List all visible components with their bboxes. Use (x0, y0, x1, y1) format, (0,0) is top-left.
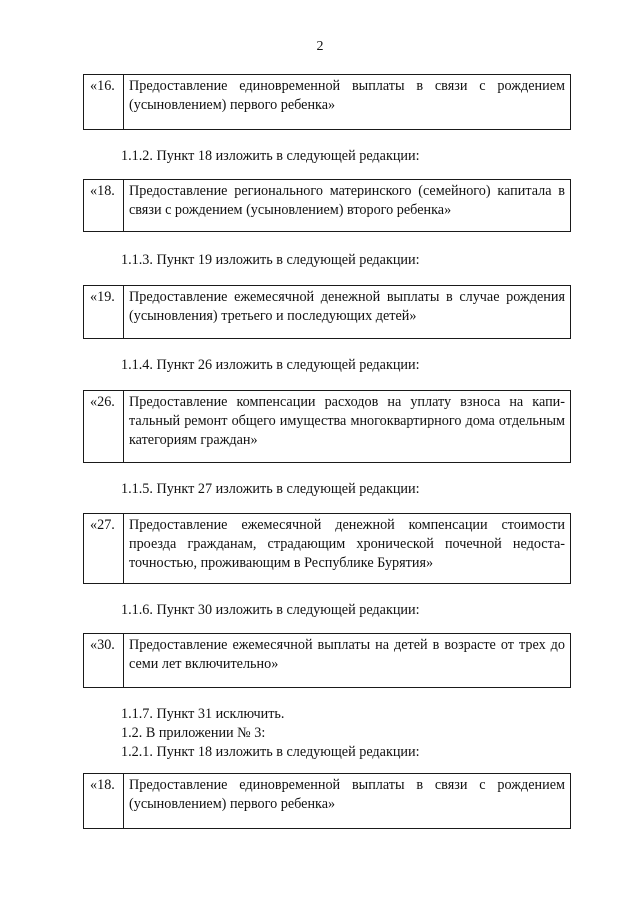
instruction-line: 1.1.5. Пункт 27 изложить в следующей редакции: (121, 481, 420, 497)
instruction-line: 1.1.6. Пункт 30 изложить в следующей редакции: (121, 602, 420, 618)
instruction-line: 1.2.1. Пункт 18 изложить в следующей редакции: (121, 744, 420, 760)
item-text: Предоставление регионального материнского (семейного) капитала в связи с рождением (усыновлением) второго ребенка» (129, 183, 565, 218)
amendment-table-19 (83, 285, 571, 339)
amendment-table-18-appendix3 (83, 773, 571, 829)
item-text: Предоставление ежемесячной денежной выплаты в случае рождения (усыновления) третьего и последующих детей» (129, 289, 565, 324)
instruction-line: 1.1.7. Пункт 31 исключить. (121, 706, 285, 722)
item-number: «30. (84, 634, 124, 687)
instruction-line: 1.2. В приложении № 3: (121, 725, 266, 741)
item-number: «26. (84, 391, 124, 462)
item-number: «18. (84, 774, 124, 828)
item-text: Предоставление компенсации расходов на уплату взноса на капитальный ремонт общего имущества многоквартирного дома отдельным категориям граждан» (129, 394, 565, 448)
instruction-line: 1.1.2. Пункт 18 изложить в следующей редакции: (121, 148, 420, 164)
item-number: «18. (84, 180, 124, 231)
amendment-table-27 (83, 513, 571, 584)
item-text: Предоставление единовременной выплаты в связи с рождением (усыновлением) первого ребенка» (129, 78, 565, 113)
item-text: Предоставление ежемесячной выплаты на детей в возрасте от трех до семи лет включительно» (129, 637, 565, 672)
page-number: 2 (316, 39, 324, 54)
instruction-line: 1.1.4. Пункт 26 изложить в следующей редакции: (121, 357, 420, 373)
amendment-table-18 (83, 179, 571, 232)
item-number: «19. (84, 286, 124, 338)
item-text: Предоставление ежемесячной денежной компенсации стоимости проезда гражданам, страдающим хронической почечной недостаточностью, проживающим в Республике Бурятия» (129, 517, 565, 571)
item-text: Предоставление единовременной выплаты в связи с рождением (усыновлением) первого ребенка» (129, 777, 565, 812)
item-number: «16. (84, 75, 124, 129)
instruction-line: 1.1.3. Пункт 19 изложить в следующей редакции: (121, 252, 420, 268)
amendment-table-30 (83, 633, 571, 688)
amendment-table-26 (83, 390, 571, 463)
item-number: «27. (84, 514, 124, 583)
amendment-table-16 (83, 74, 571, 130)
